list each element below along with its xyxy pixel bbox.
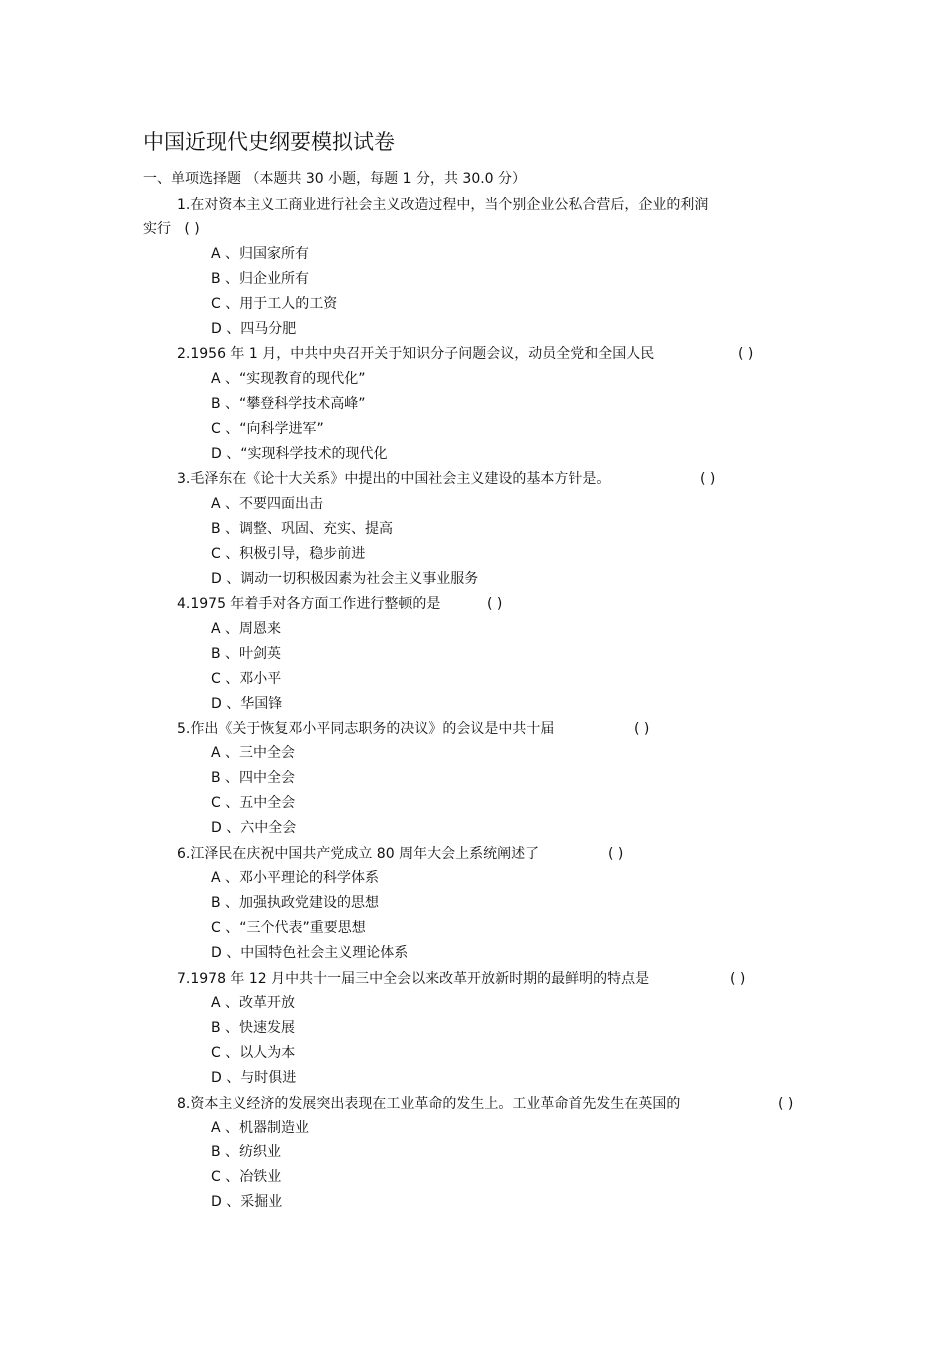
option-c: C 、冶铁业: [211, 1169, 282, 1185]
option-d: D 、调动一切积极因素为社会主义事业服务: [211, 571, 479, 587]
question-stem: 5.作出《关于恢复邓小平同志职务的决议》的会议是中共十届: [177, 721, 555, 737]
option-c: C 、以人为本: [211, 1045, 296, 1061]
page-title: 中国近现代史纲要模拟试卷: [143, 130, 395, 154]
question-stem: 7.1978 年 12 月中共十一届三中全会以来改革开放新时期的最鲜明的特点是: [177, 971, 650, 987]
question-stem: 3.毛泽东在《论十大关系》中提出的中国社会主义建设的基本方针是。: [177, 471, 611, 487]
answer-blank: ( ): [487, 596, 503, 612]
question-stem-continued: 实行 ( ): [143, 221, 200, 237]
option-d: D 、华国锋: [211, 696, 283, 712]
answer-blank: ( ): [730, 971, 746, 987]
answer-blank: ( ): [608, 846, 624, 862]
option-b: B 、“攀登科学技术高峰”: [211, 396, 366, 412]
option-c: C 、“向科学进军”: [211, 421, 324, 437]
option-b: B 、快速发展: [211, 1020, 296, 1036]
question-stem: 6.江泽民在庆祝中国共产党成立 80 周年大会上系统阐述了: [177, 846, 540, 862]
question-stem: 2.1956 年 1 月，中共中央召开关于知识分子问题会议，动员全党和全国人民: [177, 346, 655, 362]
answer-blank: ( ): [184, 221, 200, 237]
option-a: A 、邓小平理论的科学体系: [211, 870, 380, 886]
answer-blank: ( ): [738, 346, 754, 362]
option-a: A 、不要四面出击: [211, 496, 324, 512]
question-stem: 8.资本主义经济的发展突出表现在工业革命的发生上。工业革命首先发生在英国的: [177, 1096, 681, 1112]
option-d: D 、采掘业: [211, 1194, 283, 1210]
option-a: A 、改革开放: [211, 995, 296, 1011]
section-heading: 一、单项选择题 （本题共 30 小题，每题 1 分，共 30.0 分）: [143, 171, 527, 187]
option-b: B 、叶剑英: [211, 646, 282, 662]
option-a: A 、周恩来: [211, 621, 282, 637]
option-a: A 、归国家所有: [211, 246, 310, 262]
option-d: D 、“实现科学技术的现代化: [211, 446, 388, 462]
option-a: A 、“实现教育的现代化”: [211, 371, 366, 387]
option-a: A 、三中全会: [211, 745, 296, 761]
option-d: D 、中国特色社会主义理论体系: [211, 945, 409, 961]
answer-blank: ( ): [700, 471, 716, 487]
option-d: D 、与时俱进: [211, 1070, 297, 1086]
option-a: A 、机器制造业: [211, 1120, 310, 1136]
option-c: C 、五中全会: [211, 795, 296, 811]
option-c: C 、用于工人的工资: [211, 296, 338, 312]
option-c: C 、“三个代表”重要思想: [211, 920, 366, 936]
question-stem: 1.在对资本主义工商业进行社会主义改造过程中，当个别企业公私合营后，企业的利润: [177, 197, 709, 213]
option-b: B 、四中全会: [211, 770, 296, 786]
option-b: B 、纺织业: [211, 1144, 282, 1160]
option-c: C 、邓小平: [211, 671, 282, 687]
answer-blank: ( ): [634, 721, 650, 737]
answer-blank: ( ): [778, 1096, 794, 1112]
option-d: D 、四马分肥: [211, 321, 297, 337]
question-stem: 4.1975 年着手对各方面工作进行整顿的是: [177, 596, 441, 612]
option-d: D 、六中全会: [211, 820, 297, 836]
option-b: B 、归企业所有: [211, 271, 310, 287]
option-b: B 、加强执政党建设的思想: [211, 895, 380, 911]
option-b: B 、调整、巩固、充实、提高: [211, 521, 394, 537]
option-c: C 、积极引导，稳步前进: [211, 546, 366, 562]
